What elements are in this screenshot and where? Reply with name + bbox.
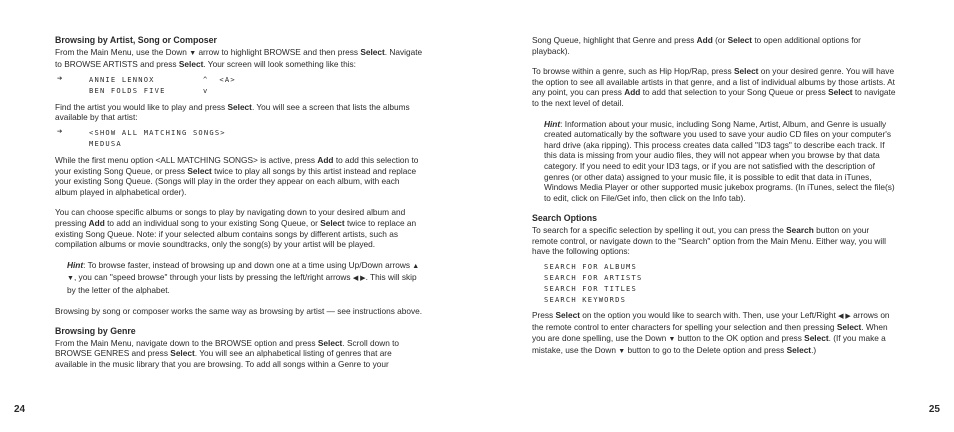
right-page <box>477 0 954 432</box>
page-number-left: 24 <box>14 404 26 415</box>
left-right-arrows-icon: ◀ ▶ <box>838 312 851 320</box>
right-column <box>532 35 896 358</box>
screen-line: ANNIE LENNOX <box>89 74 155 84</box>
screen-line: <SHOW ALL MATCHING SONGS> <box>89 127 226 137</box>
paragraph-browse-artists-intro: From the Main Menu, use the Down ▼ arrow to highlight BROWSE and then press Select. Navigate to BROWSE ARTISTS and press Select. Your screen will look something like this: <box>55 46 423 70</box>
screen-line: ^ <A> <box>203 74 236 84</box>
screen-line: v <box>203 85 209 95</box>
page-number-right: 25 <box>928 404 940 415</box>
search-option-albums: SEARCH FOR ALBUMS <box>544 261 638 271</box>
hint-speed-browse: Hint: To browse faster, instead of browsing up and down one at a time using Up/Down arrows ▲ ▼, you can "speed browse" through your lists by pressing the left/right arrows ◀ ▶. This will skip by the letter of the alphabet. <box>67 259 420 295</box>
right-arrow-icon: ➔ <box>57 73 63 84</box>
screen-line: BEN FOLDS FIVE <box>89 85 166 95</box>
paragraph-find-artist: Find the artist you would like to play and press Select. You will see a screen that lists the albums available by that artist: <box>55 101 410 123</box>
search-option-keywords: SEARCH KEYWORDS <box>544 294 627 304</box>
search-option-titles: SEARCH FOR TITLES <box>544 283 638 293</box>
search-options-list <box>544 261 896 305</box>
screen-example-artists <box>55 74 423 96</box>
paragraph-all-matching-songs: While the first menu option <ALL MATCHING SONGS> is active, press Add to add this selection to your existing Song Queue, or press Select twice to play all songs by this artist instead and replace your existing Song Queue. (Songs will play in the order they appear on each album, with each album played in alphabetical order). <box>55 154 419 197</box>
down-arrow-icon: ▼ <box>189 49 197 57</box>
screen-example-albums <box>55 127 423 149</box>
hint-label: Hint <box>67 259 84 270</box>
left-column <box>55 35 423 369</box>
hint-label: Hint <box>544 118 561 129</box>
screen-line: MEDUSA <box>89 138 122 148</box>
down-arrow-icon: ▼ <box>668 335 676 343</box>
paragraph-song-composer: Browsing by song or composer works the same way as browsing by artist — see instructions above. <box>55 305 423 316</box>
paragraph-genre-queue: Song Queue, highlight that Genre and press Add (or Select to open additional options for playback). <box>532 35 861 56</box>
search-option-artists: SEARCH FOR ARTISTS <box>544 272 643 282</box>
paragraph-search-intro: To search for a specific selection by spelling it out, you can press the Search button on your remote control, or navigate down to the "Search" option from the Main Menu. Either way, you will have the following options: <box>532 224 886 257</box>
paragraph-browse-within-genre: To browse within a genre, such as Hip Hop/Rap, press Select on your desired genre. You will have the option to see all available artists in that genre, and a list of individual albums by those artists. At any point, you can press Add to add that selection to your Song Queue or press Select to navigate to the next level of detail. <box>532 66 896 108</box>
heading-browse-genre: Browsing by Genre <box>55 326 136 337</box>
heading-browse-artist: Browsing by Artist, Song or Composer <box>55 35 217 45</box>
left-right-arrows-icon: ◀ ▶ <box>352 275 366 283</box>
paragraph-browse-genres: From the Main Menu, navigate down to the BROWSE option and press Select. Scroll down to BROWSE GENRES and press Select. You will see an alphabetical listing of genres that are available in the music library that you are browsing. To add all songs within a Genre to your <box>55 337 400 369</box>
paragraph-search-instructions: Press Select on the option you would like to search with. Then, use your Left/Right ◀ ▶ arrows on the remote control to enter characters for spelling your selection and then pressing Select. When you are done spelling, use the Down ▼ button to the OK option and press Select. (If you make a mistake, use the Down ▼ button to go to the Delete option and press Select.) <box>532 309 890 356</box>
hint-id3-tags: Hint: Information about your music, including Song Name, Artist, Album, and Genre is usually created automatically by the software you used to save your audio CD files on your computer's hard drive (aka ripping). This process creates data called "ID3 tags" to describe each track. If this data is missing from your audio files, they will not appear when you browse by that data category. If you need to edit your ID3 tags, or if you are not satisfied with the description of genres (or other data) assigned to your music file, it is possible to edit that data in iTunes, Windows Media Player or other supported music jukebox programs. (In iTunes, select the file(s) to edit, click on File/Get info, then click on the Info tab). <box>544 118 895 203</box>
up-down-arrows-icon: ▲ ▼ <box>67 262 420 283</box>
heading-search-options: Search Options <box>532 213 598 224</box>
down-arrow-icon: ▼ <box>618 348 626 356</box>
paragraph-choose-albums: You can choose specific albums or songs to play by navigating down to your desired album and pressing Add to add an individual song to your existing Song Queue, or Select twice to replace an existing Song Queue. Note: if your selected album contains songs by different artists, such as compilation albums or movie soundtracks, only the song(s) by your artist will be played. <box>55 207 417 250</box>
right-arrow-icon: ➔ <box>57 126 63 137</box>
